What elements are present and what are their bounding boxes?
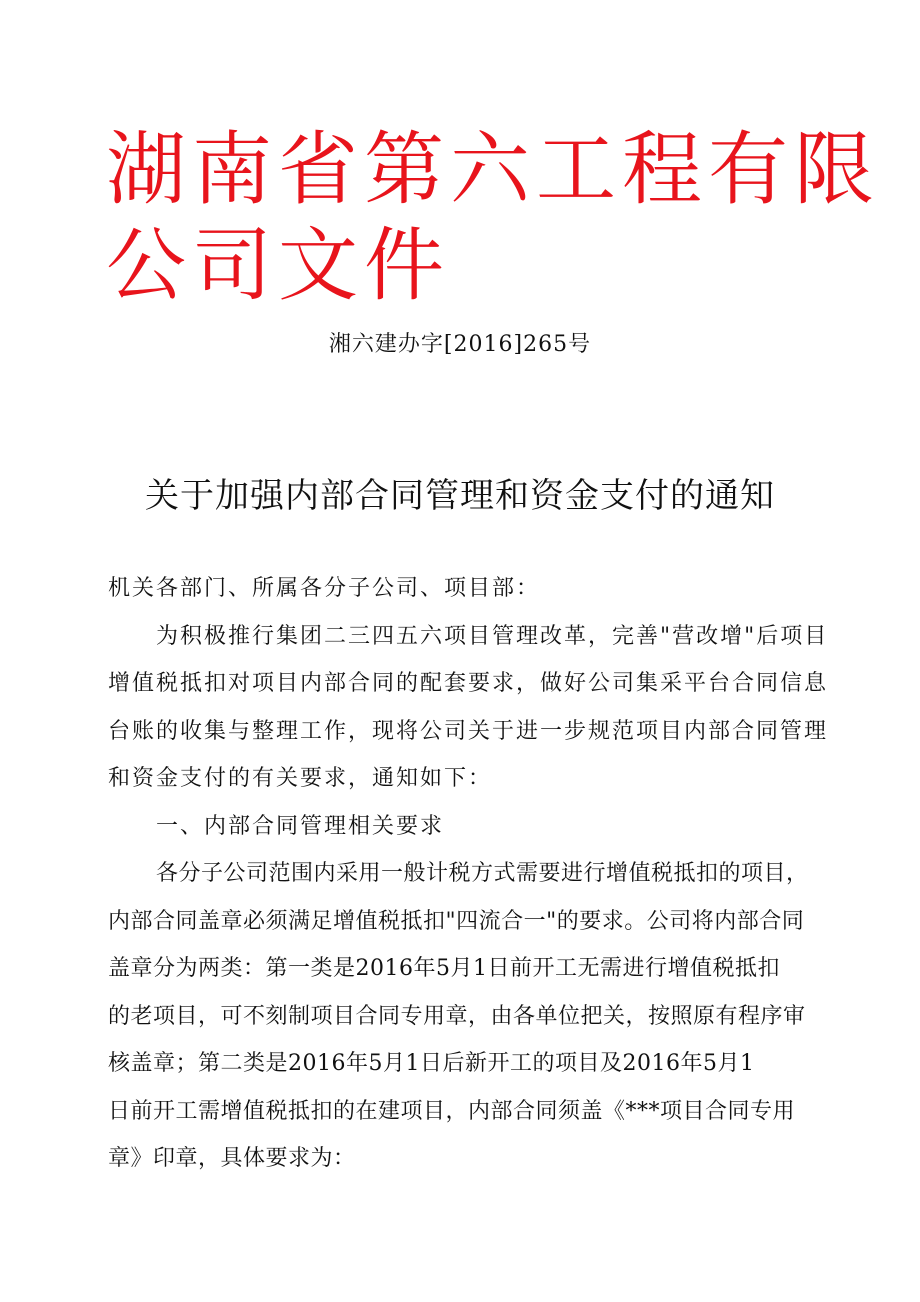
- document-number: [0, 327, 920, 358]
- paragraph-line: 为积极推行集团二三四五六项目管理改革，完善"营改增"后项目: [156, 623, 829, 649]
- paragraph-line: 章》印章，具体要求为：: [108, 1146, 356, 1171]
- paragraph-intro: [108, 613, 829, 803]
- document-title: 关于加强内部合同管理和资金支付的通知: [145, 476, 775, 516]
- letterhead-line-1: 湖南省第六工程有限: [106, 123, 880, 216]
- document-number-text: 湘六建办字[2016]265号: [328, 332, 592, 357]
- paragraph-line: 台账的收集与整理工作，现将公司关于进一步规范项目内部合同管理: [108, 718, 829, 744]
- paragraph-line: 核盖章；第二类是2016年5月1日后新开工的项目及2016年5月1: [108, 1051, 755, 1076]
- paragraph-line: 盖章分为两类：第一类是2016年5月1日前开工无需进行增值税抵扣: [108, 956, 780, 981]
- paragraph-line: 的老项目，可不刻制项目合同专用章，由各单位把关，按照原有程序审: [108, 1003, 806, 1029]
- paragraph-line: 和资金支付的有关要求，通知如下：: [108, 766, 493, 791]
- paragraph-line: 各分子公司范围内采用一般计税方式需要进行增值税抵扣的项目，: [156, 861, 809, 886]
- section-heading-text: 一、内部合同管理相关要求: [156, 813, 445, 839]
- letterhead-line-2: 公司文件: [106, 219, 450, 312]
- paragraph-line: 内部合同盖章必须满足增值税抵扣"四流合一"的要求。公司将内部合同: [108, 908, 805, 934]
- salutation-text: 机关各部门、所属各分子公司、项目部：: [108, 576, 541, 601]
- salutation: [108, 565, 813, 613]
- document-body: [108, 565, 829, 1183]
- section-heading: [108, 803, 813, 851]
- paragraph-line: 日前开工需增值税抵扣的在建项目，内部合同须盖《***项目合同专用: [108, 1098, 796, 1124]
- red-letterhead: [106, 122, 880, 314]
- paragraph-section1: [108, 850, 813, 1183]
- paragraph-line: 增值税抵扣对项目内部合同的配套要求，做好公司集采平台合同信息: [108, 671, 829, 696]
